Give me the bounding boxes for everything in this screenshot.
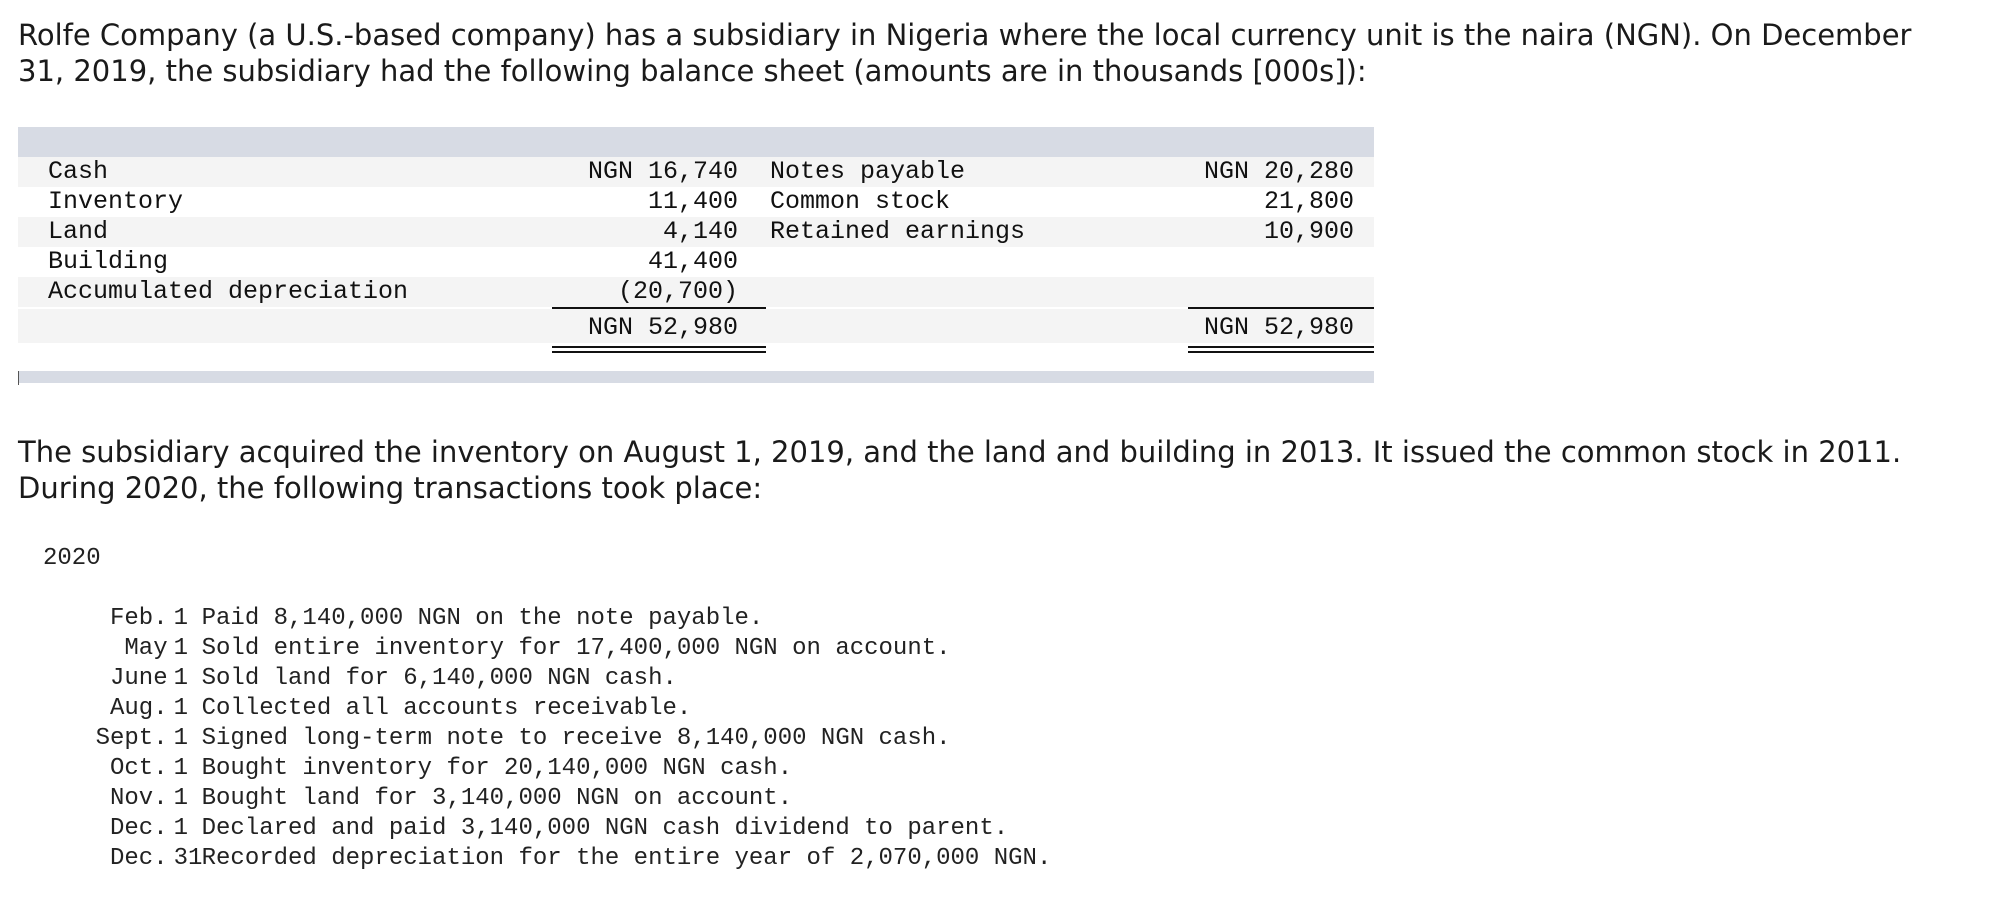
txn-description: Declared and paid 3,140,000 NGN cash dividend to parent. (201, 815, 1009, 842)
asset-amount: (20,700) (617, 277, 738, 306)
table-footer-bar (18, 371, 1374, 383)
asset-label: Building (48, 247, 169, 276)
table-row (18, 187, 1374, 217)
liability-label: Common stock (770, 187, 951, 216)
total-assets: NGN 52,980 (587, 313, 738, 342)
txn-month: Feb. (110, 605, 168, 632)
asset-label: Accumulated depreciation (48, 277, 409, 306)
list-item (18, 574, 764, 632)
txn-day: 1 (173, 695, 189, 722)
asset-label: Land (48, 217, 109, 246)
txn-day: 1 (173, 755, 189, 782)
txn-month: Oct. (110, 755, 168, 782)
total-double-rule (552, 346, 766, 353)
liability-label: Notes payable (770, 157, 966, 186)
txn-description: Bought inventory for 20,140,000 NGN cash. (201, 755, 793, 782)
total-double-rule (1188, 346, 1374, 353)
intro-paragraph: Rolfe Company (a U.S.-based company) has a subsidiary in Nigeria where the local currency unit is the naira (NGN). On December 31, 2019, the subsidiary had the following balance sheet (amounts are in thousands [000s]): (18, 18, 1912, 88)
txn-description: Recorded depreciation for the entire year of 2,070,000 NGN. (201, 845, 1052, 872)
txn-month: Aug. (110, 695, 168, 722)
asset-label: Inventory (48, 187, 184, 216)
asset-label: Cash (48, 157, 109, 186)
list-item (18, 634, 677, 692)
txn-day: 1 (173, 665, 189, 692)
txn-month: Dec. (110, 845, 168, 872)
txn-month: Sept. (95, 725, 168, 752)
balance-sheet-table (18, 127, 1374, 387)
txn-day: 1 (173, 635, 189, 662)
txn-month: May (124, 635, 168, 662)
txn-description: Bought land for 3,140,000 NGN on account. (201, 785, 793, 812)
asset-amount: 41,400 (647, 247, 738, 276)
txn-day: 1 (173, 815, 189, 842)
table-row (18, 217, 1374, 247)
list-item (18, 754, 793, 812)
total-liabilities-equity: NGN 52,980 (1203, 313, 1354, 342)
txn-day: 1 (173, 785, 189, 812)
liability-amount: 21,800 (1263, 187, 1354, 216)
table-row (18, 277, 1374, 307)
txn-month: June (110, 665, 168, 692)
list-item (18, 724, 793, 782)
txn-description: Sold entire inventory for 17,400,000 NGN on account. (201, 635, 951, 662)
txn-day: 31 (173, 845, 203, 872)
list-item (18, 814, 1052, 872)
list-item (18, 664, 692, 722)
txn-description: Sold land for 6,140,000 NGN cash. (201, 665, 677, 692)
txn-description: Signed long-term note to receive 8,140,000 NGN cash. (201, 725, 951, 752)
asset-amount: 4,140 (662, 217, 738, 246)
liability-amount: NGN 20,280 (1203, 157, 1354, 186)
footer-tick (18, 371, 19, 385)
total-row (18, 309, 1374, 343)
liability-amount: 10,900 (1263, 217, 1354, 246)
table-row (18, 157, 1374, 187)
list-item (18, 784, 1009, 842)
txn-day: 1 (173, 725, 189, 752)
transactions-year: 2020 (43, 545, 101, 572)
transition-paragraph: The subsidiary acquired the inventory on August 1, 2019, and the land and building in 2013. It issued the common stock in 2011. During 2020, the following transactions took place: (18, 435, 1902, 505)
table-row (18, 247, 1374, 277)
txn-month: Dec. (110, 815, 168, 842)
liability-label: Retained earnings (770, 217, 1026, 246)
txn-day: 1 (173, 605, 189, 632)
table-header-bar (18, 127, 1374, 157)
txn-description: Paid 8,140,000 NGN on the note payable. (201, 605, 764, 632)
asset-amount: 11,400 (647, 187, 738, 216)
txn-month: Nov. (110, 785, 168, 812)
asset-amount: NGN 16,740 (587, 157, 738, 186)
list-item (18, 604, 951, 662)
list-item (18, 694, 951, 752)
txn-description: Collected all accounts receivable. (201, 695, 692, 722)
